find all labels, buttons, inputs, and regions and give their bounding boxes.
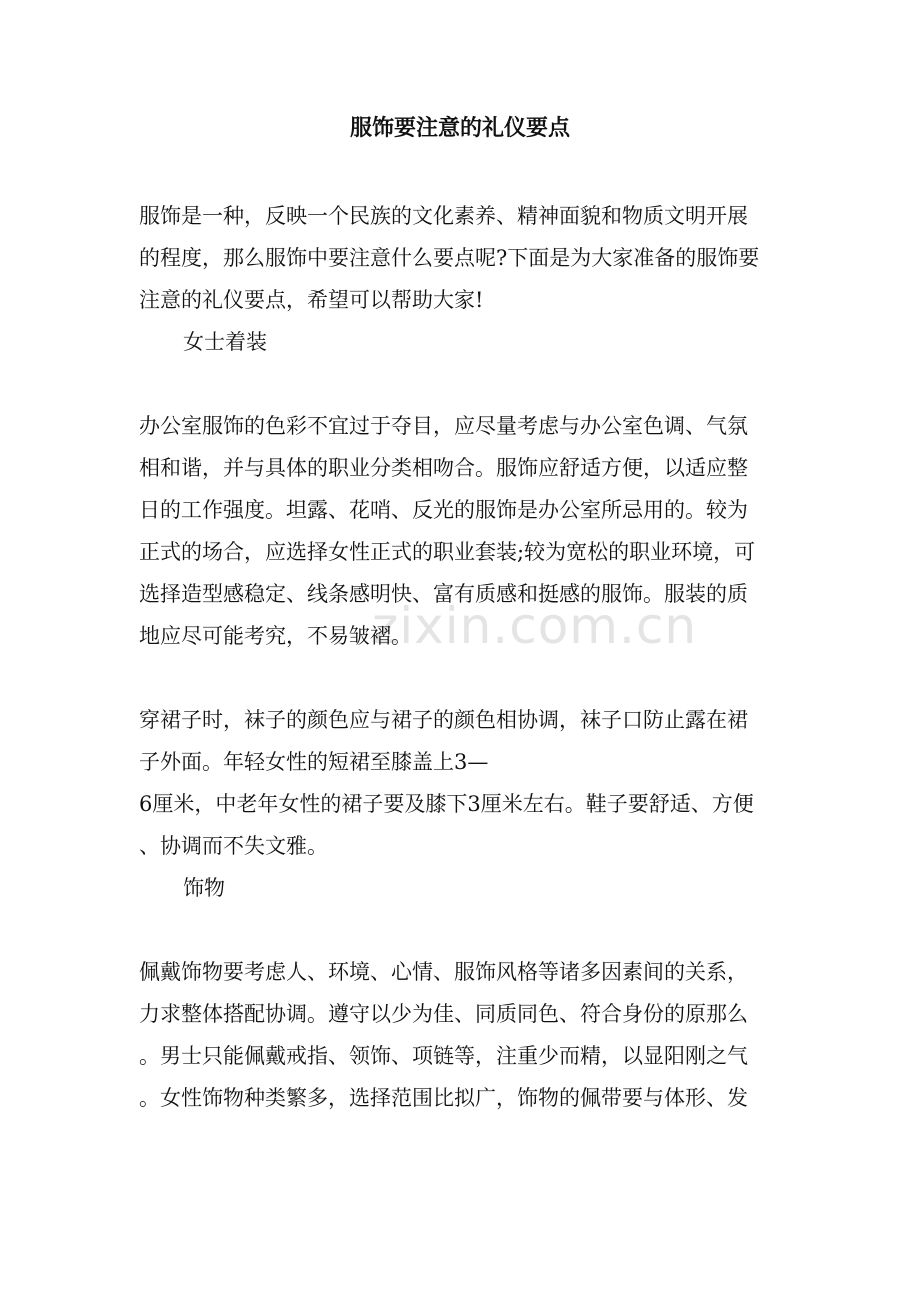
body-line: 佩戴饰物要考虑人、环境、心情、服饰风格等诸多因素间的关系，	[139, 960, 748, 984]
body-line: 的程度，那么服饰中要注意什么要点呢?下面是为大家准备的服饰要	[139, 246, 760, 270]
page-title: 服饰要注意的礼仪要点	[349, 115, 570, 141]
body-line: 服饰是一种，反映一个民族的文化素养、精神面貌和物质文明开展	[139, 204, 748, 228]
watermark-text: zixin.com.cn	[372, 597, 698, 655]
body-line: 地应尽可能考究，不易皱褶。	[139, 624, 412, 648]
body-line: 相和谐，并与具体的职业分类相吻合。服饰应舒适方便，以适应整	[139, 456, 748, 480]
body-line: 选择造型感稳定、线条感明快、富有质感和挺感的服饰。服装的质	[139, 582, 748, 606]
body-line: 办公室服饰的色彩不宜过于夺目，应尽量考虑与办公室色调、气氛	[139, 414, 748, 438]
body-line: 注意的礼仪要点，希望可以帮助大家!	[139, 288, 484, 312]
section-heading-accessories: 饰物	[183, 876, 225, 900]
body-line: 正式的场合，应选择女性正式的职业套装;较为宽松的职业环境，可	[139, 540, 756, 564]
body-line: 6厘米，中老年女性的裙子要及膝下3厘米左右。鞋子要舒适、方便	[139, 792, 754, 816]
body-line: 子外面。年轻女性的短裙至膝盖上3—	[139, 750, 489, 774]
body-line: 。女性饰物种类繁多，选择范围比拟广，饰物的佩带要与体形、发	[139, 1086, 748, 1110]
body-line: 穿裙子时，袜子的颜色应与裙子的颜色相协调，袜子口防止露在裙	[139, 708, 748, 732]
section-heading-womens-attire: 女士着装	[183, 330, 267, 354]
body-line: 力求整体搭配协调。遵守以少为佳、同质同色、符合身份的原那么	[139, 1002, 748, 1026]
body-line: 、协调而不失文雅。	[139, 834, 328, 858]
body-line: 日的工作强度。坦露、花哨、反光的服饰是办公室所忌用的。较为	[139, 498, 748, 522]
body-line: 。男士只能佩戴戒指、领饰、项链等，注重少而精，以显阳刚之气	[139, 1044, 748, 1068]
